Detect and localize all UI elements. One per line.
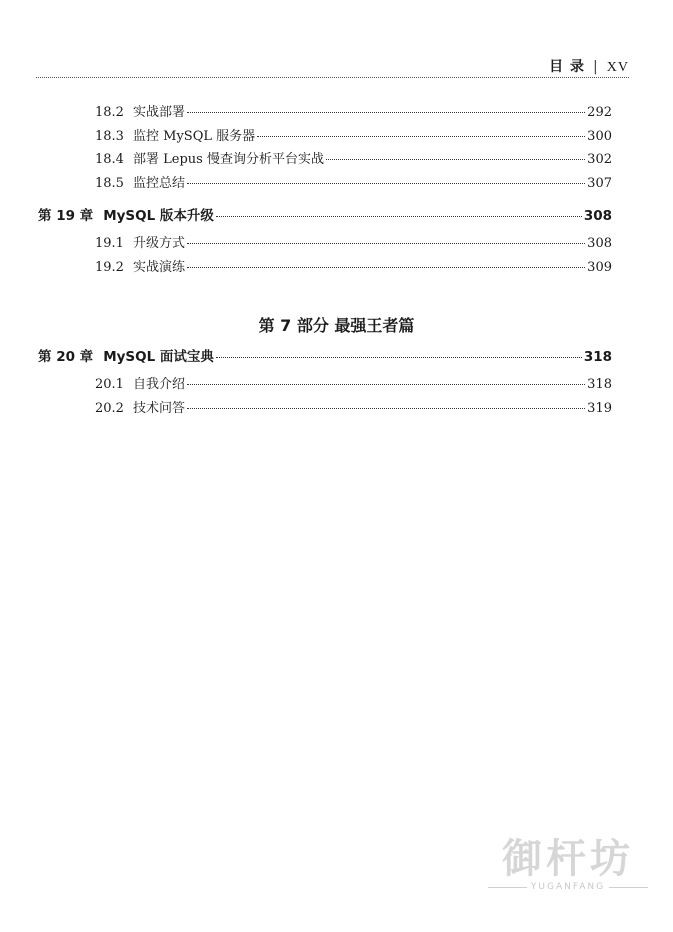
toc-entry[interactable] [95, 235, 612, 253]
entry-page: 307 [587, 176, 612, 191]
chapter-title: MySQL 版本升级 [103, 208, 214, 224]
entry-number: 18.4 [95, 152, 124, 167]
toc-entry[interactable] [95, 128, 612, 146]
entry-title: 实战演练 [133, 260, 186, 275]
entry-title: 技术问答 [133, 401, 186, 416]
watermark-line-right [609, 887, 648, 888]
chapter-title: MySQL 面试宝典 [103, 349, 214, 365]
toc-entry[interactable] [95, 259, 612, 277]
dot-leader [187, 243, 585, 244]
entry-page: 302 [587, 152, 612, 167]
dot-leader [187, 267, 585, 268]
chapter-page: 318 [583, 349, 612, 365]
dot-leader [187, 112, 585, 113]
dot-leader [257, 136, 585, 137]
part-heading: 第 7 部分 最强王者篇 [258, 316, 415, 335]
entry-page: 319 [587, 401, 612, 416]
entry-title: 监控总结 [133, 176, 186, 191]
page-header [0, 0, 673, 80]
chapter-number: 第 19 章 [38, 208, 94, 224]
dot-leader [326, 159, 585, 160]
entry-number: 18.3 [95, 129, 124, 144]
entry-title: 实战部署 [133, 105, 186, 120]
entry-title: 监控 MySQL 服务器 [133, 129, 256, 144]
entry-title: 部署 Lepus 慢查询分析平台实战 [133, 152, 324, 167]
running-head [549, 56, 629, 76]
entry-number: 18.2 [95, 105, 124, 120]
entry-number: 18.5 [95, 176, 124, 191]
entry-number: 19.1 [95, 236, 124, 251]
toc-entry[interactable] [95, 376, 612, 394]
toc-entry[interactable] [95, 104, 612, 122]
entry-page: 300 [587, 129, 612, 144]
entry-title: 自我介绍 [133, 377, 186, 392]
toc-entry[interactable] [95, 175, 612, 193]
entry-number: 20.1 [95, 377, 124, 392]
header-rule [36, 77, 629, 78]
entry-number: 20.2 [95, 401, 124, 416]
watermark-subtitle-text: YUGANFANG [530, 882, 606, 892]
entry-page: 308 [587, 236, 612, 251]
entry-page: 318 [587, 377, 612, 392]
watermark-text: 御杆坊 [502, 835, 634, 882]
dot-leader [216, 216, 582, 217]
toc-entry[interactable] [95, 151, 612, 169]
watermark-logo [488, 836, 648, 906]
running-head-label: 目 录 [549, 59, 586, 75]
entry-page: 309 [587, 260, 612, 275]
dot-leader [216, 357, 582, 358]
toc-entry[interactable] [95, 400, 612, 418]
entry-title: 升级方式 [133, 236, 186, 251]
entry-page: 292 [587, 105, 612, 120]
toc-chapter-entry[interactable] [38, 348, 612, 366]
entry-number: 19.2 [95, 260, 124, 275]
page-number: XV [606, 60, 629, 75]
watermark-subtitle [488, 882, 648, 892]
dot-leader [187, 183, 585, 184]
running-head-separator: | [593, 59, 599, 75]
toc-chapter-entry[interactable] [38, 207, 612, 225]
chapter-page: 308 [583, 208, 612, 224]
dot-leader [187, 408, 585, 409]
watermark-line-left [488, 887, 527, 888]
chapter-number: 第 20 章 [38, 349, 94, 365]
dot-leader [187, 384, 585, 385]
